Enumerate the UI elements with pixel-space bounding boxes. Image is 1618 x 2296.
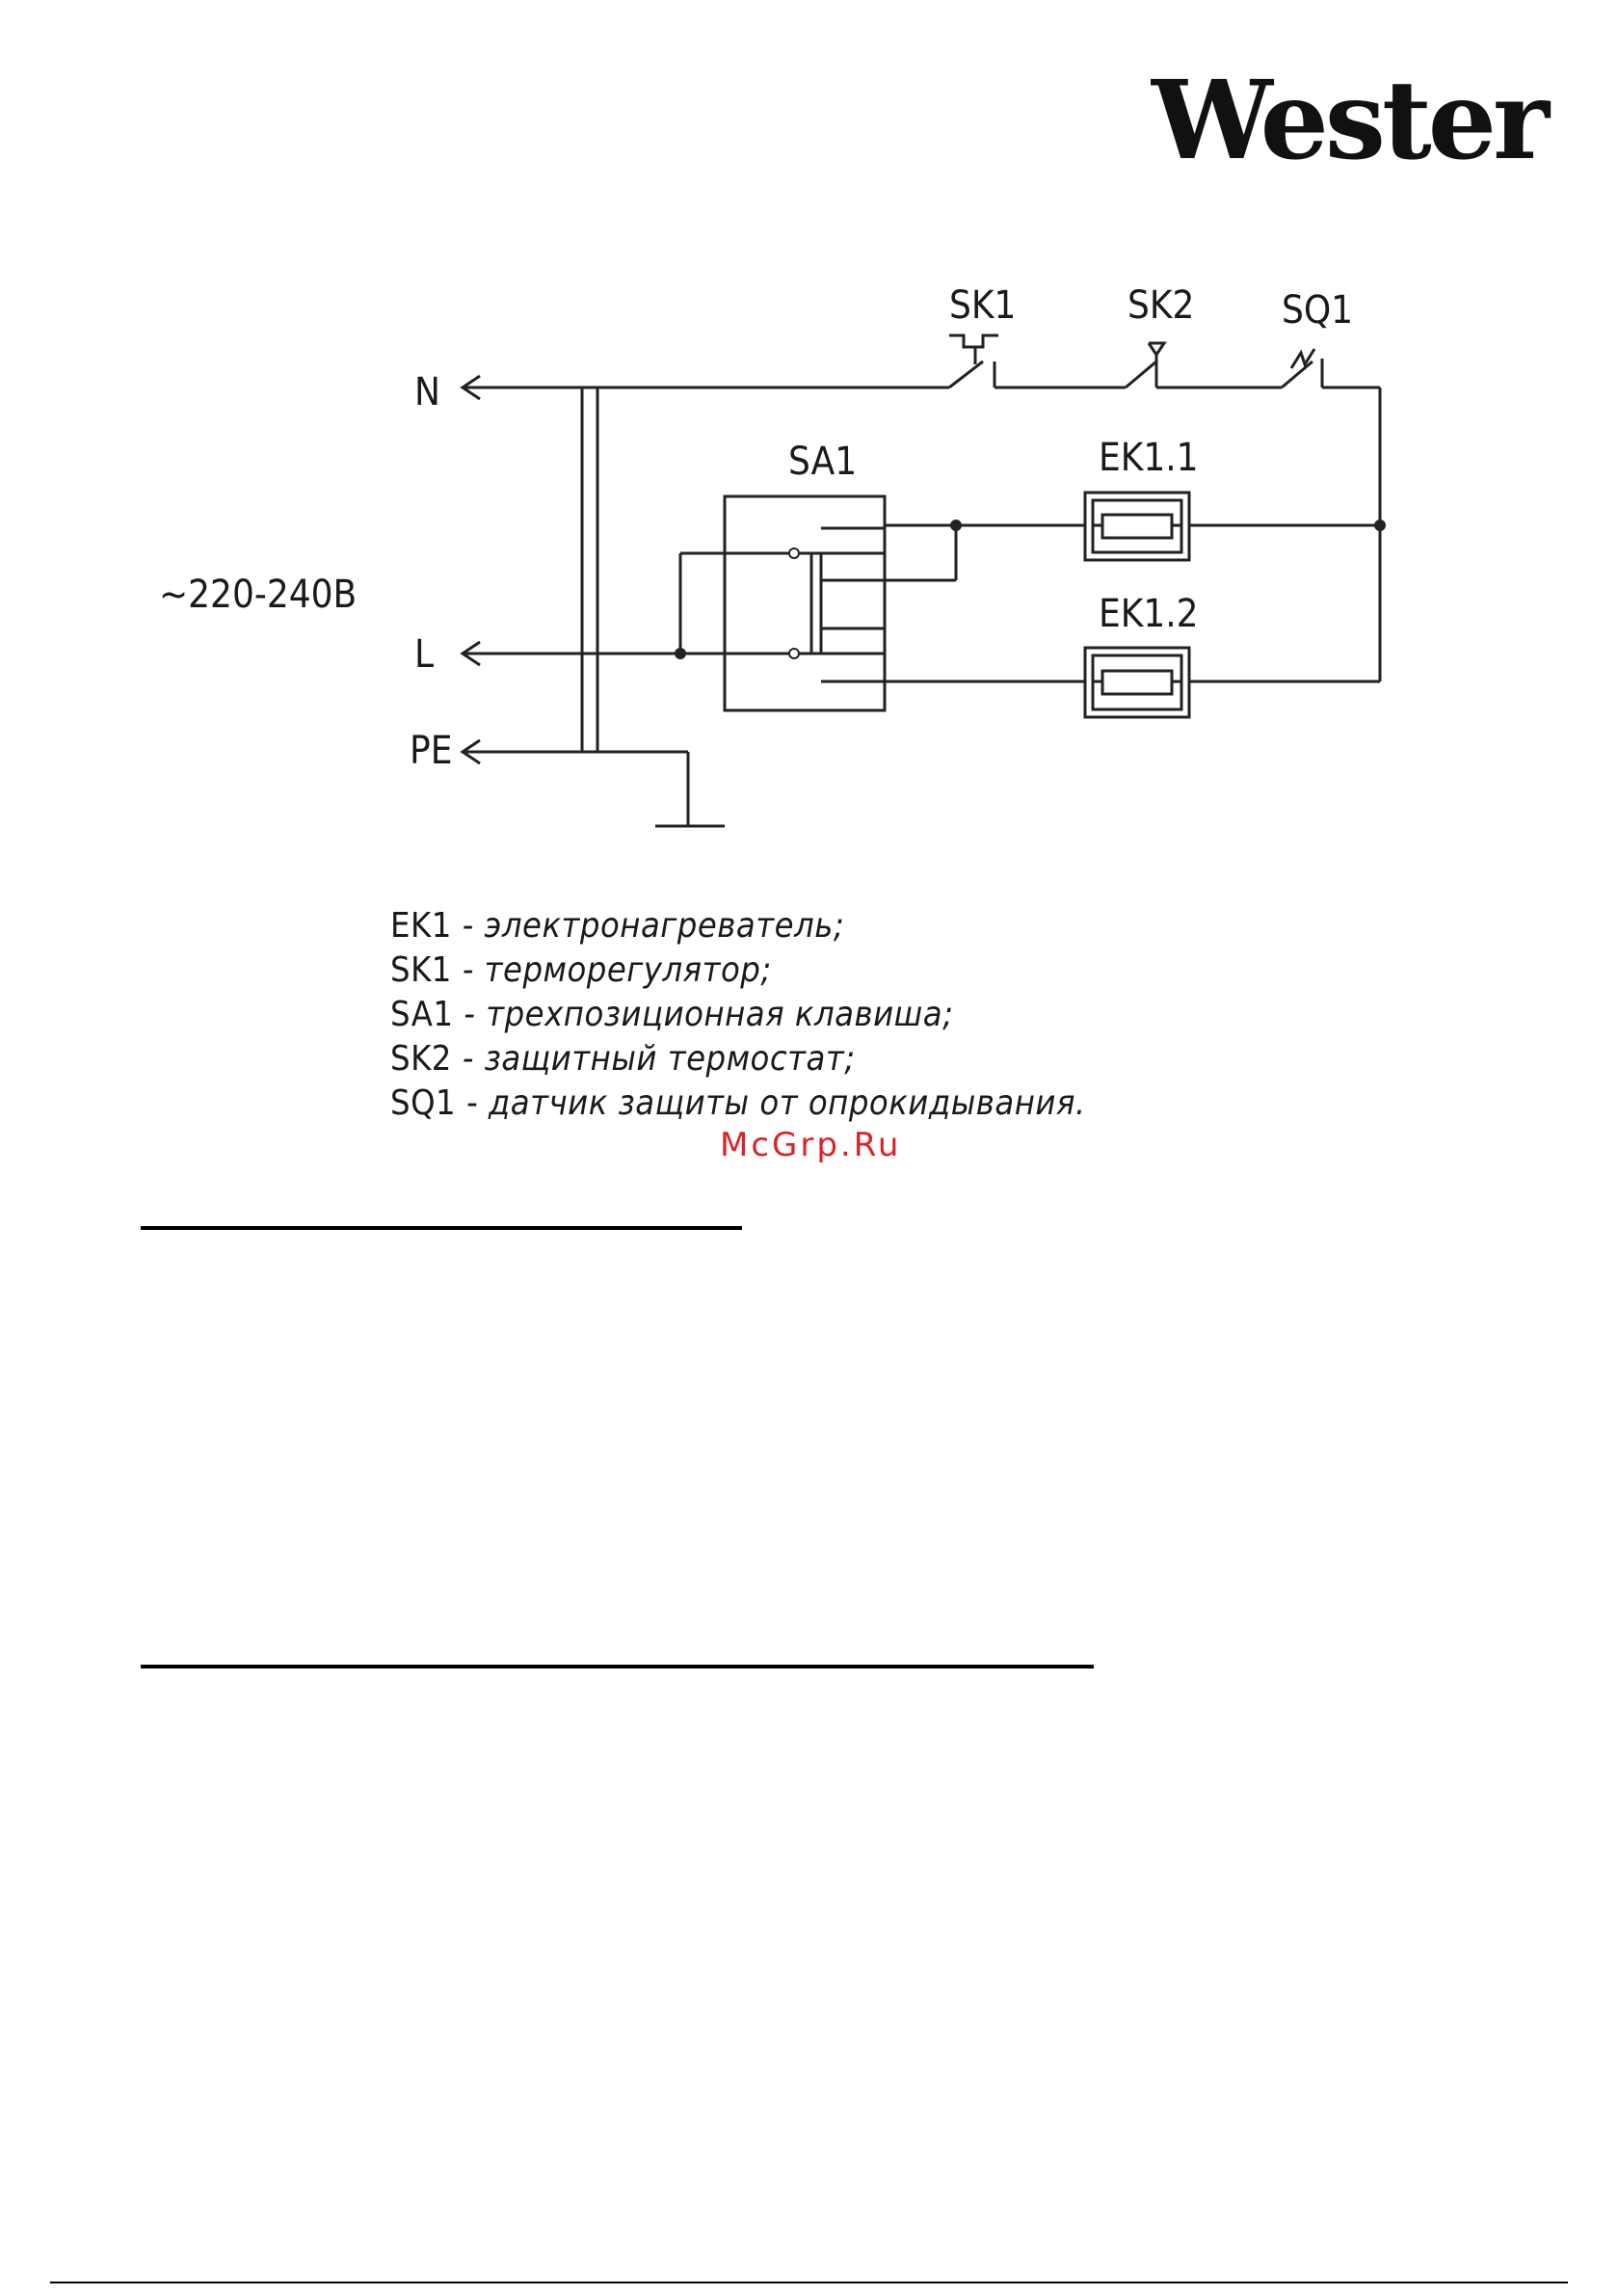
ek12-element xyxy=(1102,671,1172,694)
voltage-label: ~220-240В xyxy=(159,573,358,617)
footer-divider xyxy=(50,2282,1568,2283)
legend-row-sk1 xyxy=(390,948,1086,993)
legend-row-sq1 xyxy=(390,1081,1086,1126)
sk1-label: SK1 xyxy=(949,283,1017,328)
sk2-symbol xyxy=(1149,343,1164,355)
legend-code: SA1 xyxy=(390,995,454,1034)
ek11-element xyxy=(1102,515,1172,538)
sq1-contact xyxy=(1282,361,1313,387)
legend-row-ek1 xyxy=(390,904,1086,948)
wiring-diagram xyxy=(0,0,1618,868)
legend-desc: - терморегулятор; xyxy=(451,950,772,990)
sa1-label: SA1 xyxy=(788,440,858,484)
component-legend xyxy=(390,904,1086,1126)
section-divider xyxy=(141,1226,742,1230)
legend-code: SK2 xyxy=(390,1039,452,1079)
logo-wordmark: Wester xyxy=(1152,58,1546,184)
ek11-label: EK1.1 xyxy=(1099,436,1199,480)
terminal-pe-label: PE xyxy=(410,729,453,773)
sk1-symbol xyxy=(949,335,998,347)
ek12-label: EK1.2 xyxy=(1099,592,1199,636)
section-divider xyxy=(141,1665,1094,1669)
legend-row-sa1 xyxy=(390,993,1086,1037)
terminal-n-label: N xyxy=(414,370,440,414)
legend-desc: - защитный термостат; xyxy=(451,1039,856,1079)
legend-desc: - трехпозиционная клавиша; xyxy=(453,995,954,1034)
watermark-link[interactable]: McGrp.Ru xyxy=(720,1126,902,1164)
legend-row-sk2 xyxy=(390,1037,1086,1081)
legend-code: SQ1 xyxy=(390,1083,457,1123)
sq1-label: SQ1 xyxy=(1282,288,1354,333)
terminal-l-label: L xyxy=(414,632,435,677)
legend-code: EK1 xyxy=(390,906,452,946)
sk1-contact xyxy=(949,361,983,387)
node-sa1 xyxy=(950,520,962,531)
legend-code: SK1 xyxy=(390,950,452,990)
legend-desc: - электронагреватель; xyxy=(451,906,845,946)
legend-desc: - датчик защиты от опрокидывания. xyxy=(456,1083,1086,1123)
sq1-symbol xyxy=(1291,349,1314,368)
node-right xyxy=(1374,520,1386,531)
sk2-label: SK2 xyxy=(1127,283,1195,328)
node-l xyxy=(675,648,686,659)
sk2-contact xyxy=(1126,361,1156,387)
